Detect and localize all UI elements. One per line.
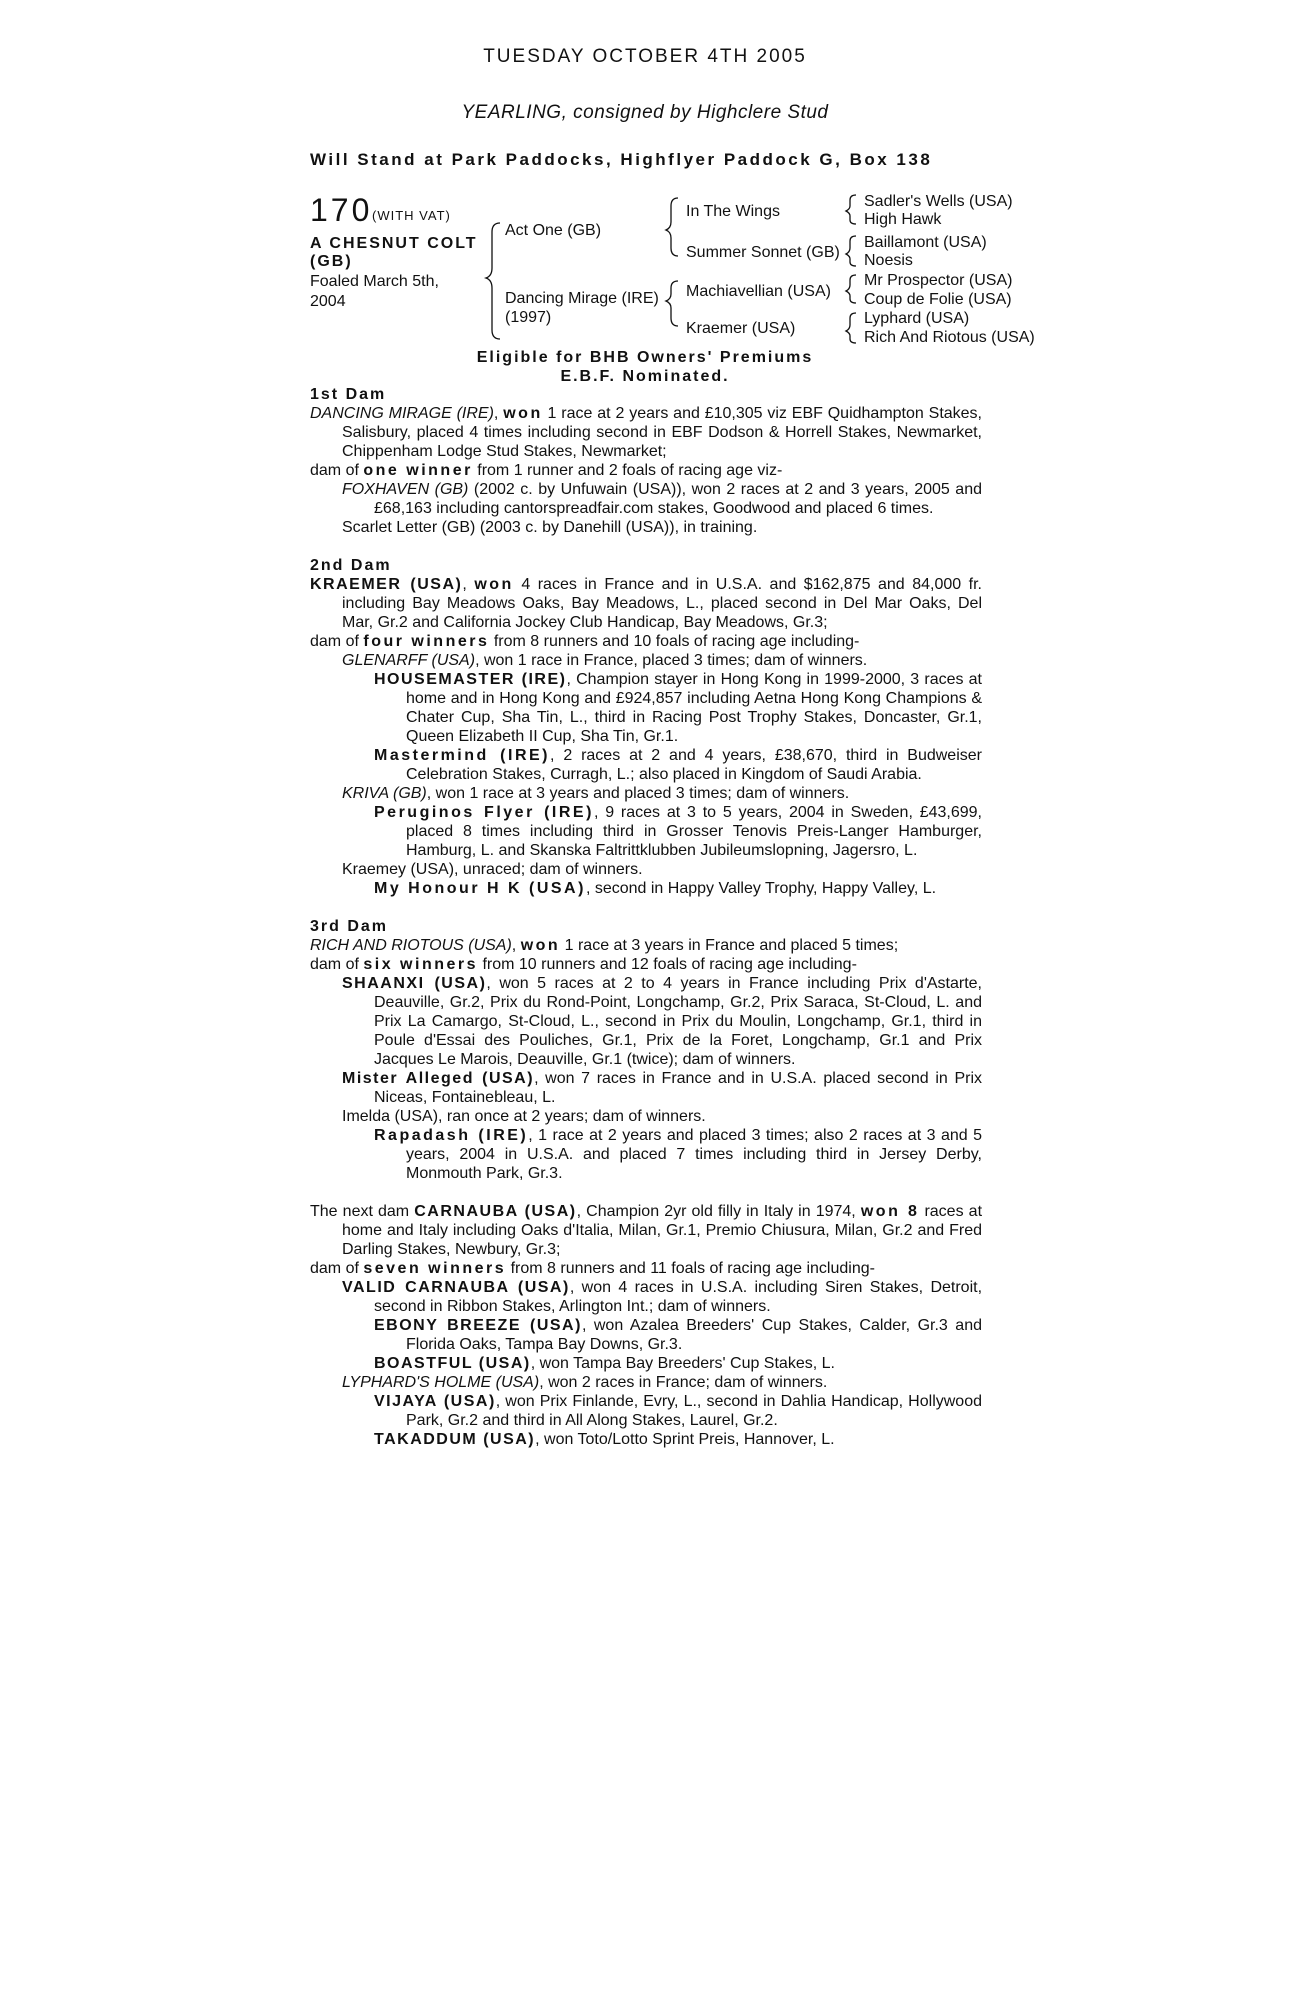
ggp-7: Lyphard (USA) — [864, 310, 970, 327]
horse-name: SHAANXI (USA) — [342, 975, 487, 992]
horse-name: VALID CARNAUBA (USA) — [342, 1279, 570, 1296]
horse-record: (2002 c. by Unfuwain (USA)), won 2 races at 2 and 3 years, 2005 and £68,163 including cantorspreadfair.com stakes, Goodwood and placed 6 times. — [374, 481, 982, 517]
horse-name: EBONY BREEZE (USA) — [374, 1317, 582, 1334]
horse-name: GLENARFF (USA) — [342, 652, 476, 669]
vat-note: (WITH VAT) — [372, 208, 451, 223]
produce-entry — [310, 1316, 982, 1354]
horse-record: , won 7 races in France and in U.S.A. placed second in Prix Niceas, Fontainebleau, L. — [374, 1070, 983, 1106]
second-dam-record: KRAEMER (USA), won 4 races in France and in U.S.A. and $162,875 and 84,000 fr. including Bay Meadows Oaks, Bay Meadows, L., placed second in Del Mar Oaks, Del Mar, Gr.2 and California Jockey Club Handicap, Bay Meadows, Gr.3; — [310, 576, 983, 631]
produce-entry — [310, 1107, 982, 1126]
first-dam-produce-line — [310, 461, 982, 480]
page-title: TUESDAY OCTOBER 4TH 2005 — [483, 46, 807, 67]
produce-entry — [310, 1126, 982, 1183]
horse-record: , won 5 races at 2 to 4 years in France including Prix d'Astarte, Deauville, Gr.2, Prix du Rond-Point, Longchamp, Gr.2, Prix Saraca, St-Cloud, L. and Prix La Camargo, St-Cloud, L., second in Prix du Moulin, Longchamp, Gr.1, third in Poule d'Essai des Pouliches, Gr.1, Prix de la Foret, Longchamp, Gr.1 and Prix Jacques Le Marois, Deauville, Gr.1 (twice); dam of winners. — [374, 975, 983, 1068]
dam-of-prefix: dam of — [310, 633, 364, 650]
horse-record: , won 2 races in France; dam of winners. — [539, 1374, 828, 1391]
next-dam-won: won 8 — [860, 1203, 920, 1220]
second-dam-produce-line — [310, 632, 982, 651]
produce-entry — [310, 803, 982, 860]
third-dam-heading: 3rd Dam — [310, 918, 389, 935]
produce-entry — [310, 651, 982, 670]
horse-record: , 1 race at 2 years and placed 3 times; also 2 races at 3 and 5 years, 2004 in U.S.A. and placed 7 times including third in Jersey Derby, Monmouth Park, Gr.3. — [406, 1127, 982, 1182]
dam-of-rest: from 8 runners and 10 foals of racing age including- — [489, 633, 860, 650]
eligibility-line-1: Eligible for BHB Owners' Premiums — [476, 349, 814, 366]
first-dam-name: DANCING MIRAGE (IRE) — [310, 405, 494, 422]
produce-entry — [310, 1354, 982, 1373]
ggp-2: High Hawk — [864, 211, 942, 228]
second-dam-record-text: 4 races in France and in U.S.A. and $162,875 and 84,000 fr. including Bay Meadows Oaks, Bay Meadows, L., placed second in Del Mar Oaks, Del Mar, Gr.2 and California Jockey Club Handicap, Bay Meadows, Gr.3; — [342, 576, 983, 631]
sire-name: Act One (GB) — [505, 222, 602, 239]
ggp-1: Sadler's Wells (USA) — [864, 193, 1013, 210]
winners-count: six winners — [363, 956, 479, 973]
dam-of-rest: from 8 runners and 11 foals of racing age including- — [506, 1260, 875, 1277]
next-dam-record — [310, 1202, 982, 1259]
sire-sire: In The Wings — [686, 203, 780, 220]
horse-description: A CHESNUT COLT (GB) — [310, 235, 478, 270]
next-dam-prefix: The next dam — [310, 1203, 415, 1220]
horse-name: LYPHARD'S HOLME (USA) — [342, 1374, 540, 1391]
next-dam-produce-line — [310, 1259, 982, 1278]
eligibility-line-2: E.B.F. Nominated. — [560, 368, 730, 385]
second-dam-heading: 2nd Dam — [310, 557, 392, 574]
first-dam-record-text: 1 race at 2 years and £10,305 viz EBF Quidhampton Stakes, Salisbury, placed 4 times including second in EBF Dodson & Horrell Stakes, Newmarket, Chippenham Lodge Stud Stakes, Newmarket; — [342, 405, 983, 460]
horse-name: Rapadash (IRE) — [374, 1127, 529, 1144]
dam-of-prefix: dam of — [310, 956, 364, 973]
produce-entry — [310, 518, 982, 537]
horse-name: VIJAYA (USA) — [374, 1393, 496, 1410]
dam-of-rest: from 1 runner and 2 foals of racing age viz- — [472, 462, 783, 479]
horse-record: Kraemey (USA), unraced; dam of winners. — [342, 861, 643, 878]
sire-dam: Summer Sonnet (GB) — [686, 244, 840, 261]
horse-name: KRIVA (GB) — [342, 785, 427, 802]
dam-dam: Kraemer (USA) — [686, 320, 796, 337]
produce-entry — [310, 746, 982, 784]
horse-record: , 9 races at 3 to 5 years, 2004 in Sweden, £43,699, placed 8 times including third in Grosser Tenovis Preis-Langer Hamburger, Hamburg, L. and Skanska Faltrittklubben Jubileumslopning, Jagersro, L. — [406, 804, 982, 859]
winners-count: one winner — [363, 462, 473, 479]
second-dam-won: won — [474, 576, 514, 593]
produce-entry — [310, 879, 982, 898]
third-dam-produce-line — [310, 955, 982, 974]
horse-name: Peruginos Flyer (IRE) — [374, 804, 594, 821]
next-dam-mid: , Champion 2yr old filly in Italy in 1974, — [576, 1203, 861, 1220]
consignment-line: YEARLING, consigned by Highclere Stud — [461, 102, 829, 123]
horse-record: , 2 races at 2 and 4 years, £38,670, third in Budweiser Celebration Stakes, Curragh, L.; also placed in Kingdom of Saudi Arabia. — [406, 747, 982, 783]
produce-entry — [310, 1069, 982, 1107]
second-dam-name: KRAEMER (USA) — [310, 576, 463, 593]
horse-name: FOXHAVEN (GB) — [342, 481, 469, 498]
dam-of-prefix: dam of — [310, 1260, 364, 1277]
dam-sire: Machiavellian (USA) — [686, 283, 831, 300]
ggp-4: Noesis — [864, 252, 913, 269]
first-dam-won: won — [503, 405, 543, 422]
ggp-6: Coup de Folie (USA) — [864, 291, 1012, 308]
produce-entry — [310, 480, 982, 518]
winners-count: seven winners — [363, 1260, 507, 1277]
horse-name: Mister Alleged (USA) — [342, 1070, 535, 1087]
horse-record: , second in Happy Valley Trophy, Happy Valley, L. — [585, 880, 937, 897]
next-dam-record-text: races at home and Italy including Oaks d'Italia, Milan, Gr.1, Premio Chiusura, Milan, Gr.2 and Fred Darling Stakes, Newbury, Gr.3; — [342, 1203, 983, 1258]
horse-record: Imelda (USA), ran once at 2 years; dam of winners. — [342, 1108, 706, 1125]
ggp-8: Rich And Riotous (USA) — [864, 329, 1035, 346]
produce-entry — [310, 1278, 982, 1316]
horse-record: , won 1 race at 3 years and placed 3 times; dam of winners. — [426, 785, 850, 802]
horse-name: TAKADDUM (USA) — [374, 1431, 536, 1448]
dam-year: (1997) — [505, 309, 552, 326]
produce-entry — [310, 1392, 982, 1430]
dam-of-prefix: dam of — [310, 462, 364, 479]
third-dam-name: RICH AND RIOTOUS (USA) — [310, 937, 512, 954]
next-dam-name: CARNAUBA (USA) — [414, 1203, 577, 1220]
horse-record: , won Prix Finlande, Evry, L., second in Dahlia Handicap, Hollywood Park, Gr.2 and third in All Along Stakes, Laurel, Gr.2. — [406, 1393, 982, 1429]
first-dam-heading: 1st Dam — [310, 386, 387, 403]
horse-record: , won Toto/Lotto Sprint Preis, Hannover, L. — [535, 1431, 835, 1448]
horse-name: HOUSEMASTER (IRE) — [374, 671, 567, 688]
horse-record: , won Azalea Breeders' Cup Stakes, Calder, Gr.3 and Florida Oaks, Tampa Bay Downs, Gr.3. — [406, 1317, 982, 1353]
horse-record: , won 4 races in U.S.A. including Siren Stakes, Detroit, second in Ribbon Stakes, Arlington Int.; dam of winners. — [374, 1279, 983, 1315]
horse-record: Scarlet Letter (GB) (2003 c. by Danehill (USA)), in training. — [342, 519, 758, 536]
dam-of-rest: from 10 runners and 12 foals of racing age including- — [478, 956, 857, 973]
foaling-date: Foaled March 5th, 2004 — [310, 273, 439, 310]
horse-name: BOASTFUL (USA) — [374, 1355, 531, 1372]
third-dam-record-text: 1 race at 3 years in France and placed 5 times; — [560, 937, 899, 954]
produce-entry — [310, 1373, 982, 1392]
produce-entry — [310, 670, 982, 746]
horse-record: , won Tampa Bay Breeders' Cup Stakes, L. — [530, 1355, 835, 1372]
first-dam-record: DANCING MIRAGE (IRE), won 1 race at 2 years and £10,305 viz EBF Quidhampton Stakes, Salisbury, placed 4 times including second in EBF Dodson & Horrell Stakes, Newmarket, Chippenham Lodge Stud Stakes, Newmarket; — [310, 405, 983, 460]
horse-name: My Honour H K (USA) — [374, 880, 586, 897]
produce-entry — [310, 784, 982, 803]
lot-number: 170 — [310, 192, 373, 228]
produce-entry — [310, 860, 982, 879]
produce-entry — [310, 1430, 982, 1449]
horse-record: , Champion stayer in Hong Kong in 1999-2000, 3 races at home and in Hong Kong and £924,857 including Aetna Hong Kong Champions & Chater Cup, Sha Tin, L., third in Racing Post Trophy Stakes, Doncaster, Gr.1, Queen Elizabeth II Cup, Sha Tin, Gr.1. — [406, 671, 983, 745]
horse-name: Mastermind (IRE) — [374, 747, 550, 764]
ggp-3: Baillamont (USA) — [864, 234, 987, 251]
third-dam-won: won — [520, 937, 561, 954]
catalogue-body — [310, 385, 982, 1449]
horse-record: , won 1 race in France, placed 3 times; dam of winners. — [475, 652, 868, 669]
ggp-5: Mr Prospector (USA) — [864, 272, 1013, 289]
standing-location: Will Stand at Park Paddocks, Highflyer Paddock G, Box 138 — [310, 150, 933, 169]
dam-name: Dancing Mirage (IRE) — [505, 290, 659, 307]
eligibility — [0, 348, 1290, 386]
third-dam-record: RICH AND RIOTOUS (USA), won 1 race at 3 years in France and placed 5 times; — [310, 937, 899, 954]
produce-entry — [310, 974, 982, 1069]
winners-count: four winners — [363, 633, 490, 650]
